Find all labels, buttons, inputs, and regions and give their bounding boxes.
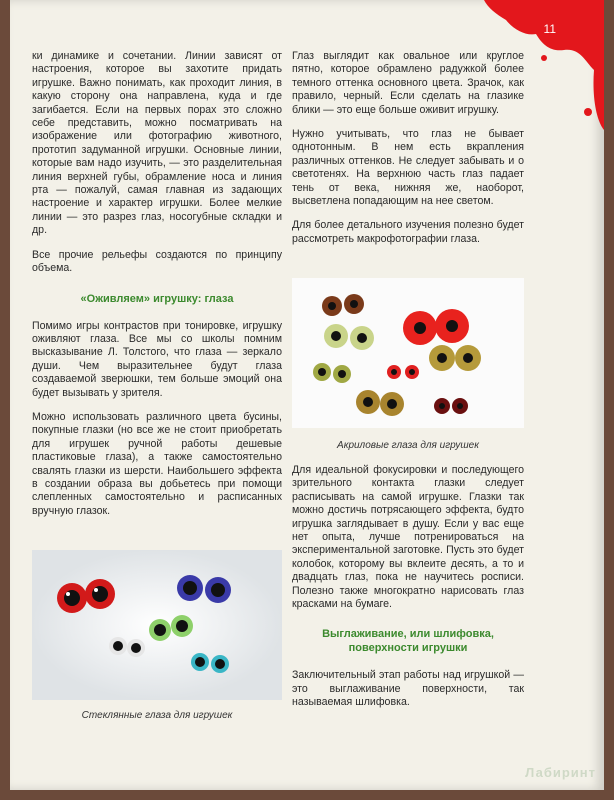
paragraph: Все прочие рельефы создаются по принципу объема. <box>32 248 282 275</box>
paragraph: Для идеальной фокусировки и последующего зрительного контакта глазки следует расписывать на самой игрушке. Глазки так можно достичь потрясающего эффекта, будто игрушка заглядывает в душу. Если у вас еще нет опыта, лучше потренироваться на экспериментальной заготовке. Пусть это будет колобок, которому вы вклеите десять, а то и двадцать глаз, пока не научитесь росписи. Полезно также многократно нарисовать глаз красками на бумаге. <box>292 464 524 611</box>
page-number: 11 <box>543 22 556 36</box>
paragraph: Помимо игры контрастов при тонировке, игрушку оживляют глаза. Все мы со школы помним высказывание Л. Толстого, что глаза — зеркало души. Чем выразительнее будут глаза создаваемой зверюшки, тем больше эмоций она будет вызывать у зрителя. <box>32 319 282 399</box>
section-heading-eyes: «Оживляем» игрушку: глаза <box>80 292 234 305</box>
labirint-watermark: Лабиринт <box>525 765 596 780</box>
glass-eyes-photo <box>32 550 282 700</box>
right-column-top <box>292 50 524 257</box>
paragraph: Заключительный этап работы над игрушкой — это выглаживание поверхности, так называемая шлифовка. <box>292 669 524 709</box>
photo-caption-glass: Стеклянные глаза для игрушек <box>81 710 233 721</box>
right-column-bottom <box>292 464 524 721</box>
section-heading-polishing: Выглаживание, или шлифовка, поверхности игрушки <box>322 628 494 655</box>
left-column <box>32 50 282 529</box>
paragraph: ки динамике и сочетании. Линии зависят от настроения, которое вы захотите придать игрушке. Важно понимать, как проходит линия, в какую сторону она направлена, куда и где загибается. Если на первых порах это сложно себе представить, можно посматривать на изображение или фотографию животного, прототип задуманной игрушки. Основные линии, которые вам надо изучить, — это разделительная линия верхней губы, обрамление носа и линия рта — пожалуй, самая главная из задающих настроение и характер игрушки. Более мелкие линии — это разрез глаз, носогубные складки и др. <box>32 50 282 237</box>
paragraph: Глаз выглядит как овальное или круглое пятно, которое обрамлено радужкой более темного оттенка основного цвета. Зрачок, как правило, черный. Если сделать на глазике блики — это еще больше оживит игрушку. <box>292 50 524 116</box>
paragraph: Нужно учитывать, что глаз не бывает однотонным. В нем есть вкрапления различных оттенков. Не следует забывать и о светотенях. На верхнюю часть глаз падает тень от века, нижняя же, наоборот, высветлена попадающим на нее светом. <box>292 128 524 208</box>
paragraph: Для более детального изучения полезно будет рассмотреть макрофотографии глаза. <box>292 219 524 245</box>
book-page <box>10 0 604 790</box>
photo-caption-acrylic: Акриловые глаза для игрушек <box>337 440 479 451</box>
paragraph: Можно использовать различного цвета бусины, покупные глазки (но все же не стоит приобретать для игрушек ручной работы дешевые пластиковые глаза), а также самостоятельно свалять глазки из шерсти. Наибольшего эффекта в создании образа вы добьетесь при помощи слепленных самостоятельно и расписанных вручную глазок. <box>32 410 282 517</box>
acrylic-eyes-photo <box>292 278 524 428</box>
